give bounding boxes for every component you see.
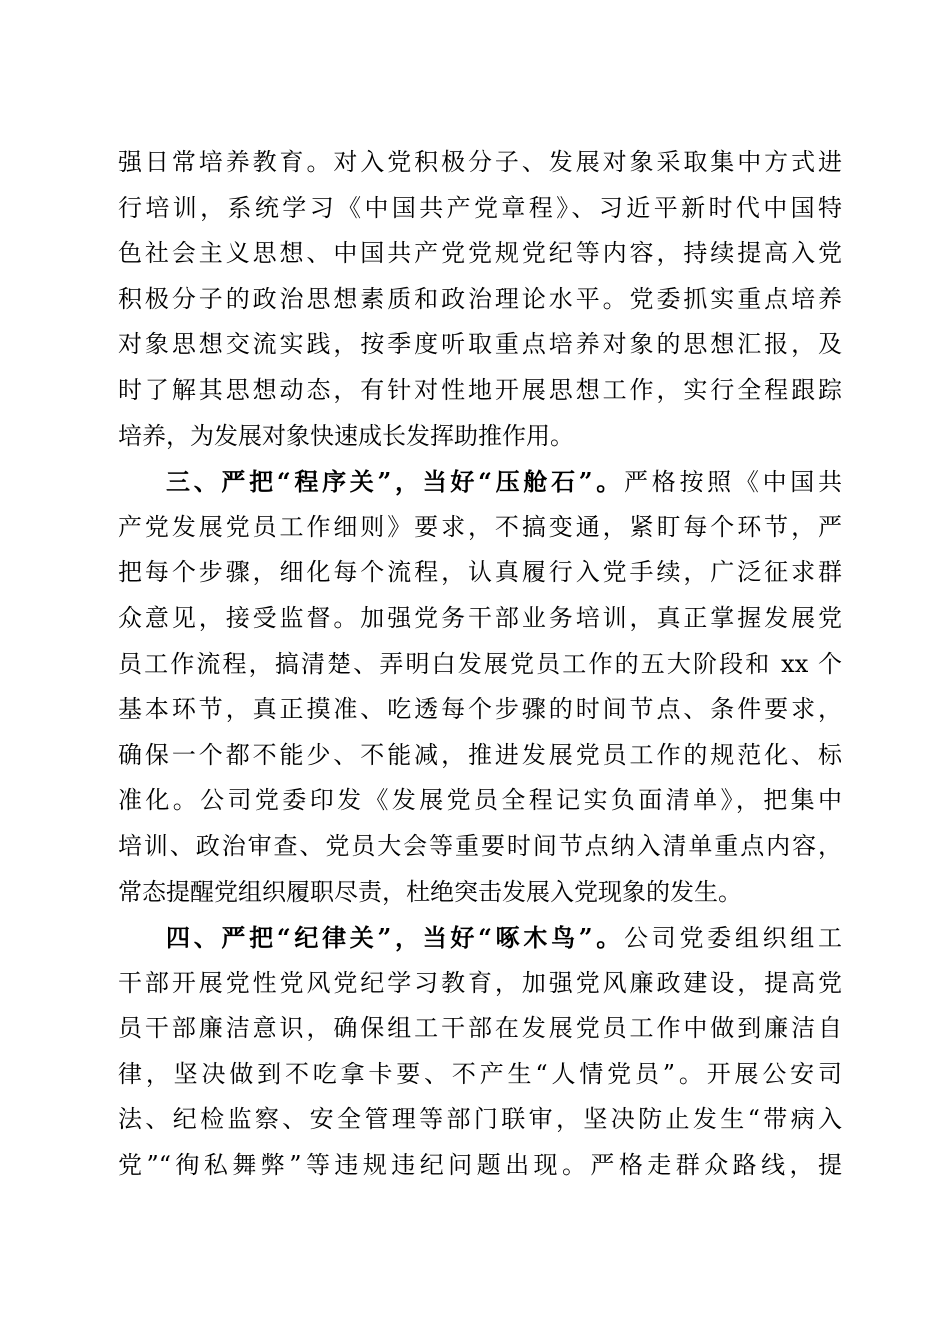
text-line: 行培训，系统学习《中国共产党章程》、习近平新时代中国特 xyxy=(118,193,842,222)
text-line: 众意见，接受监督。加强党务干部业务培训，真正掌握发展党 xyxy=(118,603,842,632)
text-line: 强日常培养教育。对入党积极分子、发展对象采取集中方式进 xyxy=(118,148,842,176)
text-line: 准化。公司党委印发《发展党员全程记实负面清单》，把集中 xyxy=(118,786,842,815)
text-line: 培训、政治审查、党员大会等重要时间节点纳入清单重点内容， xyxy=(118,831,842,860)
text-line: 常态提醒党组织履职尽责，杜绝突击发展入党现象的发生。 xyxy=(118,877,742,906)
text-line: 员工作流程，搞清楚、弄明白发展党员工作的五大阶段和 xx 个 xyxy=(118,649,842,678)
paragraph-procedure xyxy=(118,459,842,915)
text-line: 法、纪检监察、安全管理等部门联审，坚决防止发生“带病入 xyxy=(118,1105,842,1134)
text-line: 对象思想交流实践，按季度听取重点培养对象的思想汇报，及 xyxy=(118,330,842,359)
text-line: 把每个步骤，细化每个流程，认真履行入党手续，广泛征求群 xyxy=(118,558,842,587)
section-heading-discipline: 四、严把“纪律关”，当好“啄木鸟”。 xyxy=(166,923,625,953)
text-line: 干部开展党性党风党纪学习教育，加强党风廉政建设，提高党 xyxy=(118,968,842,997)
text-line: 产党发展党员工作细则》要求，不搞变通，紧盯每个环节，严 xyxy=(118,512,842,541)
text-line: 色社会主义思想、中国共产党党规党纪等内容，持续提高入党 xyxy=(118,239,842,268)
text-line: 确保一个都不能少、不能减，推进发展党员工作的规范化、标 xyxy=(118,740,842,769)
text-line: 党”“徇私舞弊”等违规违纪问题出现。严格走群众路线，提 xyxy=(118,1151,842,1180)
heading-line-rest: 公司党委组织组工 xyxy=(624,924,842,953)
text-line: 员干部廉洁意识，确保组工干部在发展党员工作中做到廉洁自 xyxy=(118,1014,842,1043)
paragraph-first-line xyxy=(118,915,842,961)
text-line: 时了解其思想动态，有针对性地开展思想工作，实行全程跟踪 xyxy=(118,375,842,404)
document-body xyxy=(118,140,842,1189)
section-heading-procedure: 三、严把“程序关”，当好“压舱石”。 xyxy=(166,467,625,497)
paragraph-discipline xyxy=(118,915,842,1189)
paragraph-first-line xyxy=(118,459,842,505)
text-line: 基本环节，真正摸准、吃透每个步骤的时间节点、条件要求， xyxy=(118,695,842,724)
paragraph-training xyxy=(118,140,842,459)
text-line: 律，坚决做到不吃拿卡要、不产生“人情党员”。开展公安司 xyxy=(118,1059,842,1088)
heading-line-rest: 严格按照《中国共 xyxy=(624,468,842,497)
text-line: 培养，为发展对象快速成长发挥助推作用。 xyxy=(118,421,574,450)
text-line: 积极分子的政治思想素质和政治理论水平。党委抓实重点培养 xyxy=(118,284,842,313)
